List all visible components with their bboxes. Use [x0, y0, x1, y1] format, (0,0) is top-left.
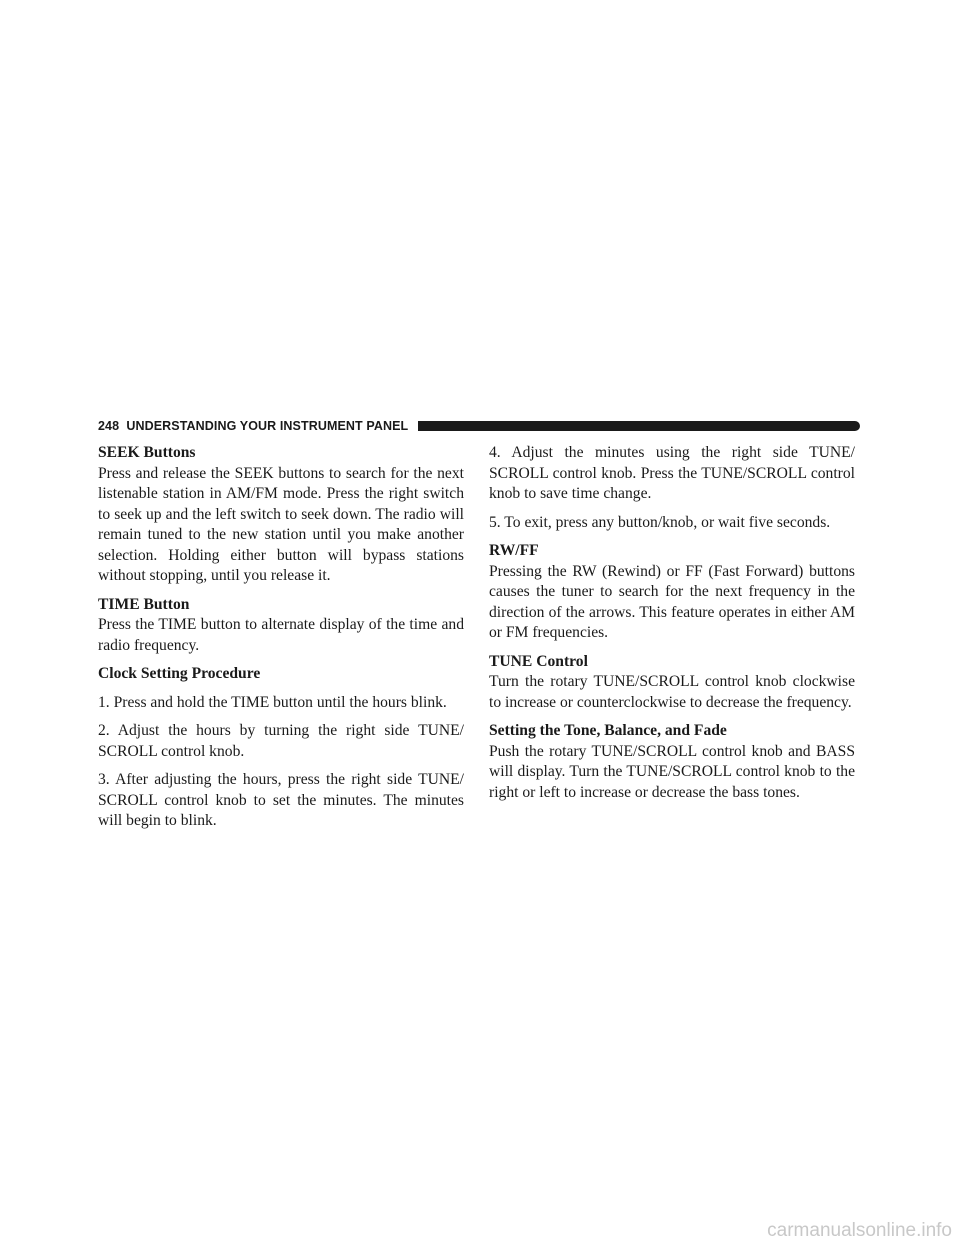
clock-step-1 — [98, 693, 464, 714]
section-paragraph: Pressing the RW (Rewind) or FF (Fast Forward) buttons causes the tuner to search for the next frequency in the direction of the arrows. This feature operates in either AM or FM frequencies. — [489, 562, 855, 641]
step-paragraph: 5. To exit, press any button/knob, or wait five seconds. — [489, 513, 831, 531]
clock-setting-section — [98, 664, 464, 685]
seek-buttons-section — [98, 443, 464, 587]
step-paragraph: 4. Adjust the minutes using the right side TUNE/ SCROLL control knob. Press the TUNE/SCROLL control knob to save time change. — [489, 444, 855, 502]
section-heading: Setting the Tone, Balance, and Fade — [489, 722, 727, 739]
section-heading: RW/FF — [489, 542, 539, 559]
section-title: UNDERSTANDING YOUR INSTRUMENT PANEL — [126, 419, 409, 433]
section-paragraph: Turn the rotary TUNE/SCROLL control knob clockwise to increase or counterclockwise to decrease the frequency. — [489, 673, 855, 711]
step-paragraph: 3. After adjusting the hours, press the right side TUNE/ SCROLL control knob to set the minutes. The minutes will begin to blink. — [98, 771, 464, 829]
section-heading: TUNE Control — [489, 652, 588, 670]
clock-step-3 — [98, 770, 464, 832]
section-paragraph: Press the TIME button to alternate display of the time and radio frequency. — [98, 616, 464, 654]
tone-balance-fade-section — [489, 721, 855, 803]
watermark-text: carmanualsonline.info — [767, 1220, 952, 1241]
section-heading: SEEK Buttons — [98, 444, 196, 461]
clock-step-5 — [489, 513, 855, 534]
section-heading: Clock Setting Procedure — [98, 665, 261, 682]
page-footer — [0, 1218, 960, 1242]
header-rule — [418, 421, 860, 431]
section-heading: TIME Button — [98, 595, 190, 613]
section-paragraph: Press and release the SEEK buttons to search for the next listenable station in AM/FM mode. Press the right switch to seek up and the left switch to seek down. The radio will remain tuned to the new station until you make another selection. Holding either button will bypass stations without stopping, until you release it. — [98, 464, 464, 584]
section-paragraph: Push the rotary TUNE/SCROLL control knob and BASS will display. Turn the TUNE/SCROLL control knob to the right or left to increase or decrease the bass tones. — [489, 742, 855, 801]
tune-control-section — [489, 652, 855, 714]
right-column — [489, 443, 855, 811]
watermark-logo — [0, 1218, 960, 1242]
page-header-text — [98, 418, 408, 434]
step-paragraph: 1. Press and hold the TIME button until the hours blink. — [98, 693, 447, 711]
left-column — [98, 443, 464, 840]
time-button-section — [98, 595, 464, 657]
step-paragraph: 2. Adjust the hours by turning the right side TUNE/ SCROLL control knob. — [98, 722, 464, 760]
clock-step-4 — [489, 443, 855, 505]
rw-ff-section — [489, 541, 855, 644]
page-header — [98, 418, 860, 434]
clock-step-2 — [98, 721, 464, 762]
page-number: 248 — [98, 419, 120, 433]
